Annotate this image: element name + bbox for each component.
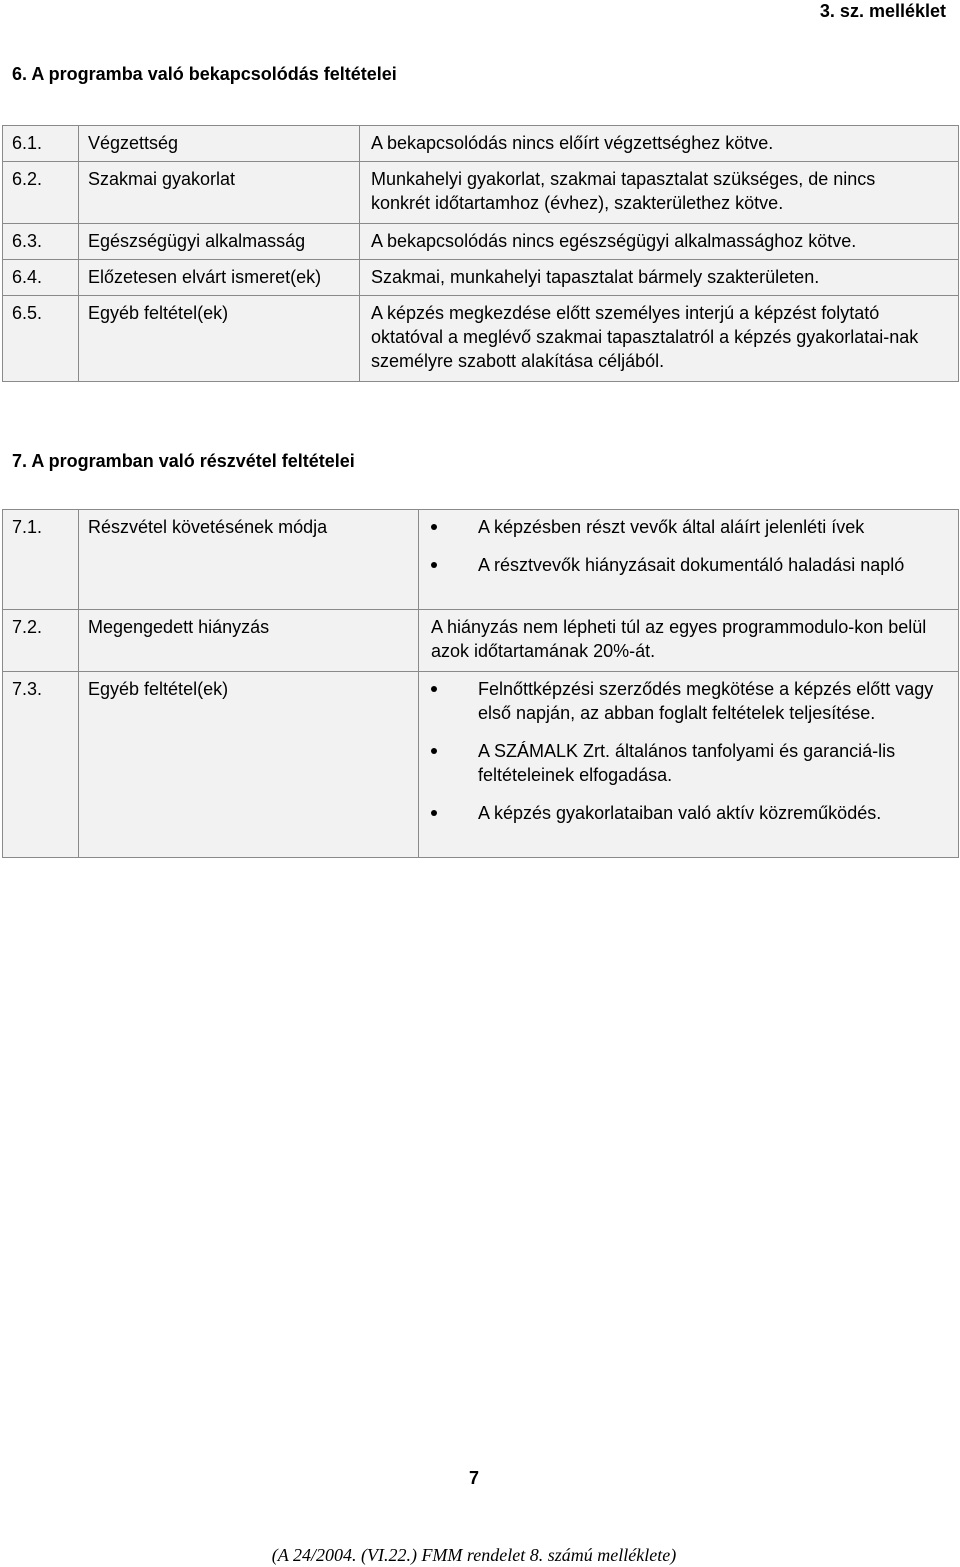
table-row <box>3 672 959 858</box>
table-row <box>3 162 959 224</box>
row-number: 6.2. <box>3 162 79 224</box>
row-text: Munkahelyi gyakorlat, szakmai tapasztalat szükséges, de nincs konkrét időtartamhoz (évhez), szakterülethez kötve. <box>360 162 959 224</box>
bullet-icon <box>431 748 437 754</box>
page-number: 7 <box>468 1468 479 1488</box>
row-number: 6.3. <box>3 224 79 260</box>
list-item-text: A résztvevők hiányzásait dokumentáló haladási napló <box>478 555 905 575</box>
bullet-list <box>431 677 946 825</box>
table-row <box>3 126 959 162</box>
table-row <box>3 260 959 296</box>
list-item <box>431 515 946 539</box>
row-text: A hiányzás nem lépheti túl az egyes programmodulo-kon belül azok időtartamának 20%-át. <box>419 610 959 672</box>
section-7-title: 7. A programban való részvétel feltételei <box>12 451 355 471</box>
row-label: Szakmai gyakorlat <box>79 162 360 224</box>
list-item-text: Felnőttképzési szerződés megkötése a képzés előtt vagy első napján, az abban foglalt feltételek teljesítése. <box>478 679 934 723</box>
list-item <box>431 553 946 577</box>
row-number: 6.1. <box>3 126 79 162</box>
row-text: A bekapcsolódás nincs egészségügyi alkalmassághoz kötve. <box>360 224 959 260</box>
row-label: Egészségügyi alkalmasság <box>79 224 360 260</box>
list-item <box>431 801 946 825</box>
list-item-text: A SZÁMALK Zrt. általános tanfolyami és garanciá-lis feltételeinek elfogadása. <box>478 741 896 785</box>
section-7-table <box>2 509 959 858</box>
bullet-icon <box>431 810 437 816</box>
bullet-icon <box>431 686 437 692</box>
row-label: Egyéb feltétel(ek) <box>79 296 360 382</box>
table-row <box>3 224 959 260</box>
bullet-list <box>431 515 946 577</box>
row-text: A képzés megkezdése előtt személyes interjú a képzést folytató oktatóval a meglévő szakmai tapasztalatról a képzés gyakorlatai-nak személyre szabott alakítása céljából. <box>360 296 959 382</box>
bullet-icon <box>431 524 437 530</box>
row-label: Megengedett hiányzás <box>79 610 419 672</box>
row-label: Előzetesen elvárt ismeret(ek) <box>79 260 360 296</box>
section-6-table <box>2 125 959 382</box>
list-item-text: A képzésben részt vevők által aláírt jelenléti ívek <box>478 517 865 537</box>
list-item <box>431 739 946 787</box>
table-row <box>3 296 959 382</box>
row-content <box>419 510 959 610</box>
row-number: 7.3. <box>3 672 79 858</box>
row-label: Végzettség <box>79 126 360 162</box>
row-text: A bekapcsolódás nincs előírt végzettséghez kötve. <box>360 126 959 162</box>
row-number: 7.1. <box>3 510 79 610</box>
section-6-title: 6. A programba való bekapcsolódás feltételei <box>12 64 397 84</box>
row-text: Szakmai, munkahelyi tapasztalat bármely szakterületen. <box>360 260 959 296</box>
row-label: Egyéb feltétel(ek) <box>79 672 419 858</box>
list-item-text: A képzés gyakorlataiban való aktív közreműködés. <box>478 803 882 823</box>
table-row <box>3 610 959 672</box>
row-label: Részvétel követésének módja <box>79 510 419 610</box>
row-content <box>419 672 959 858</box>
bullet-icon <box>431 562 437 568</box>
row-number: 6.5. <box>3 296 79 382</box>
annex-label: 3. sz. melléklet <box>819 1 946 21</box>
footer-citation: (A 24/2004. (VI.22.) FMM rendelet 8. számú melléklete) <box>271 1545 677 1565</box>
row-number: 6.4. <box>3 260 79 296</box>
row-number: 7.2. <box>3 610 79 672</box>
table-row <box>3 510 959 610</box>
list-item <box>431 677 946 725</box>
